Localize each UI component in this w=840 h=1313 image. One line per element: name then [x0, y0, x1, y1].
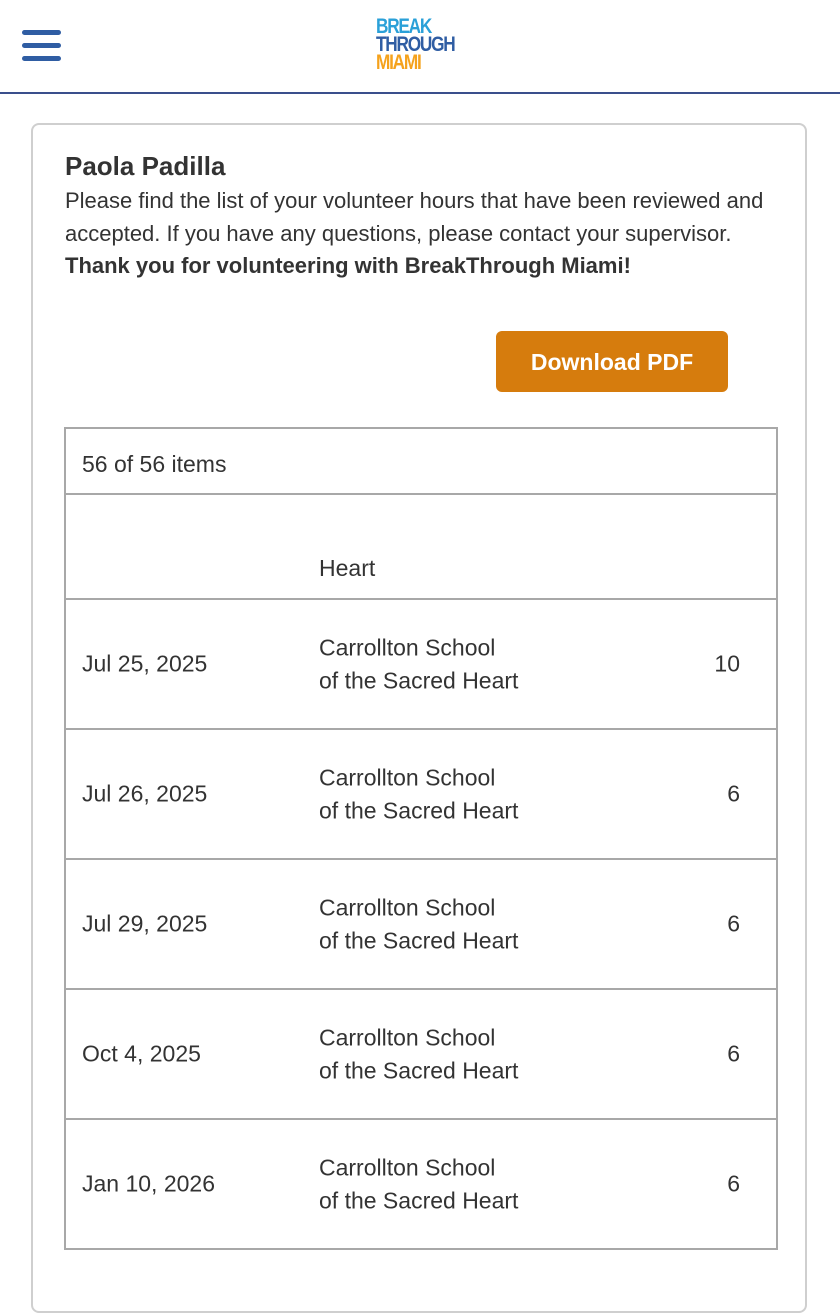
- date-cell: Jul 26, 2025: [82, 780, 208, 807]
- location-cell: Carrollton School of the Sacred Heart: [319, 894, 519, 953]
- volunteer-hours-card: [31, 123, 807, 1313]
- logo-line-1: BREAK: [376, 15, 432, 38]
- app-header: [0, 0, 840, 94]
- table-row[interactable]: [66, 730, 776, 860]
- hours-cell: 6: [727, 910, 740, 937]
- table-row[interactable]: [66, 1120, 776, 1248]
- intro-text: [65, 185, 785, 283]
- date-cell: Oct 4, 2025: [82, 1040, 201, 1067]
- hours-cell: 6: [727, 780, 740, 807]
- date-cell: Jul 25, 2025: [82, 650, 208, 677]
- location-cell: Carrollton School of the Sacred Heart: [319, 1024, 519, 1083]
- table-row[interactable]: [66, 600, 776, 730]
- item-count-row: [66, 429, 776, 495]
- location-cell: Carrollton School of the Sacred Heart: [319, 764, 519, 823]
- hours-cell: 10: [714, 650, 740, 677]
- hours-cell: 6: [727, 1040, 740, 1067]
- table-row[interactable]: [66, 860, 776, 990]
- hamburger-menu-icon[interactable]: [22, 28, 62, 64]
- location-cell: Carrollton School of the Sacred Heart: [319, 634, 519, 693]
- hours-table: [64, 427, 778, 1250]
- table-row[interactable]: [66, 495, 776, 600]
- download-pdf-button[interactable]: Download PDF: [496, 331, 728, 392]
- hours-cell: 6: [727, 1170, 740, 1197]
- logo-line-3: MIAMI: [376, 51, 421, 74]
- location-cell: Carrollton School of the Sacred Heart: [319, 1154, 519, 1213]
- breakthrough-miami-logo[interactable]: [376, 15, 455, 78]
- intro-message: Please find the list of your volunteer hours that have been reviewed and accepted. If you have any questions, please contact your supervisor.: [65, 188, 764, 246]
- thanks-message: Thank you for volunteering with BreakThrough Miami!: [65, 253, 631, 278]
- date-cell: Jul 29, 2025: [82, 910, 208, 937]
- volunteer-name: Paola Padilla: [65, 151, 226, 181]
- logo-line-2: THROUGH: [376, 33, 455, 56]
- item-count: 56 of 56 items: [82, 451, 227, 477]
- location-cell: Heart: [319, 554, 376, 581]
- table-row[interactable]: [66, 990, 776, 1120]
- date-cell: Jan 10, 2026: [82, 1170, 216, 1197]
